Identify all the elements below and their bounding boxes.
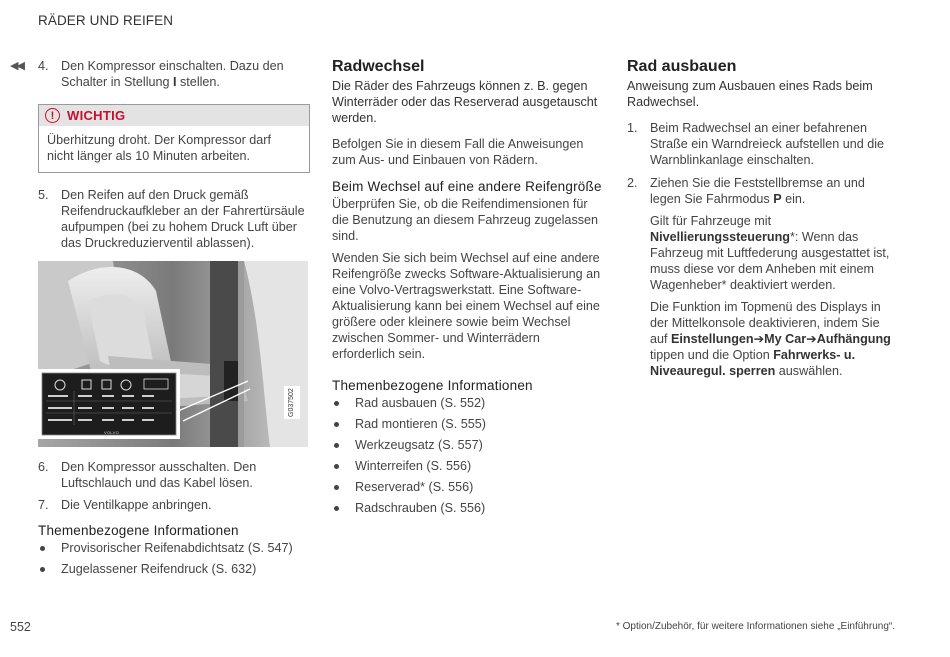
step-6: 6. Den Kompressor ausschalten. Den Luftschlauch und das Kabel lösen. [38, 460, 257, 490]
related-info-title: Themenbezogene Informationen [38, 523, 239, 538]
label-brand: VOLVO [104, 430, 119, 435]
subsection-title: Beim Wechsel auf eine andere Reifengröße [332, 179, 602, 194]
note-leveling: Gilt für Fahrzeuge mit Nivellierungssteuerung*: Wenn das Fahrzeug mit Luftfederung ausgestattet ist, muss diese vor dem Anheben mit einem Wagenheber* deaktiviert werden. [650, 214, 890, 292]
tire-pressure-label-photo [38, 261, 308, 447]
image-code: G037502 [284, 386, 300, 419]
related-link[interactable]: Zugelassener Reifendruck (S. 632) [38, 561, 310, 577]
section-intro: Die Räder des Fahrzeugs können z. B. gegen Winterräder oder das Reserverad ausgetauscht werden. [332, 79, 598, 125]
related-link[interactable]: Rad montieren (S. 555) [332, 416, 602, 432]
section-title: Radwechsel [332, 58, 425, 75]
column-middle [332, 58, 602, 516]
step-2: 2. Ziehen Sie die Feststellbremse an und legen Sie Fahrmodus P ein. [627, 176, 865, 206]
previous-page-icon[interactable]: ◀◀ [10, 60, 23, 72]
related-link[interactable]: Provisorischer Reifenabdichtsatz (S. 547) [38, 540, 310, 556]
warning-box [38, 104, 310, 173]
step-4: ◀◀ 4. Den Kompressor einschalten. Dazu den Schalter in Stellung I stellen. [10, 59, 284, 89]
related-info-title: Themenbezogene Informationen [332, 378, 533, 393]
footnote: * Option/Zubehör, für weitere Informationen siehe „Einführung“. [615, 621, 895, 632]
related-link[interactable]: Reserverad* (S. 556) [332, 479, 602, 495]
page-number: 552 [10, 620, 31, 634]
step-7: 7. Die Ventilkappe anbringen. [38, 498, 212, 512]
page-header: RÄDER UND REIFEN [38, 13, 174, 28]
step-1: 1. Beim Radwechsel an einer befahrenen Straße ein Warndreieck aufstellen und die Warnblinkanlage einschalten. [627, 121, 885, 167]
warning-title: WICHTIG [67, 107, 126, 123]
arrow-right-icon: ➔ [753, 332, 765, 346]
step-5: 5. Den Reifen auf den Druck gemäß Reifendruckaufkleber an der Fahrertürsäule aufpumpen (bei zu hohem Druck Luft über das Druckreduzierventil ablassen). [38, 188, 305, 250]
related-link[interactable]: Werkzeugsatz (S. 557) [332, 437, 602, 453]
note-menu-path: Die Funktion im Topmenü des Displays in der Mittelkonsole deaktivieren, indem Sie auf Einstellungen➔My Car➔Aufhängung tippen und die Option Fahrwerks- u. Niveauregul. sperren auswählen. [650, 300, 891, 378]
warning-header [39, 105, 309, 126]
column-left [10, 58, 310, 577]
paragraph: Überprüfen Sie, ob die Reifendimensionen für die Benutzung an diesem Fahrzeug zugelassen sind. [332, 197, 599, 243]
warning-icon: ! [45, 108, 60, 123]
related-link[interactable]: Rad ausbauen (S. 552) [332, 395, 602, 411]
warning-text: Überhitzung droht. Der Kompressor darf nicht länger als 10 Minuten arbeiten. [47, 133, 271, 163]
paragraph: Befolgen Sie in diesem Fall die Anweisungen zum Aus- und Einbauen von Rädern. [332, 137, 584, 167]
section-title: Rad ausbauen [627, 58, 737, 75]
arrow-right-icon: ➔ [806, 332, 817, 346]
related-link[interactable]: Radschrauben (S. 556) [332, 500, 602, 516]
related-link[interactable]: Winterreifen (S. 556) [332, 458, 602, 474]
section-intro: Anweisung zum Ausbauen eines Rads beim Radwechsel. [627, 79, 873, 109]
column-right [627, 58, 899, 379]
paragraph: Wenden Sie sich beim Wechsel auf eine andere Reifengröße zwecks Software-Aktualisierung an eine Volvo-Vertragswerkstatt. Eine Software-Aktualisierung kann bei einem Wechsel auf eine größere oder kleinere sowie beim Wechsel zwischen Sommer- und Winterrädern erforderlich sein. [332, 251, 601, 361]
